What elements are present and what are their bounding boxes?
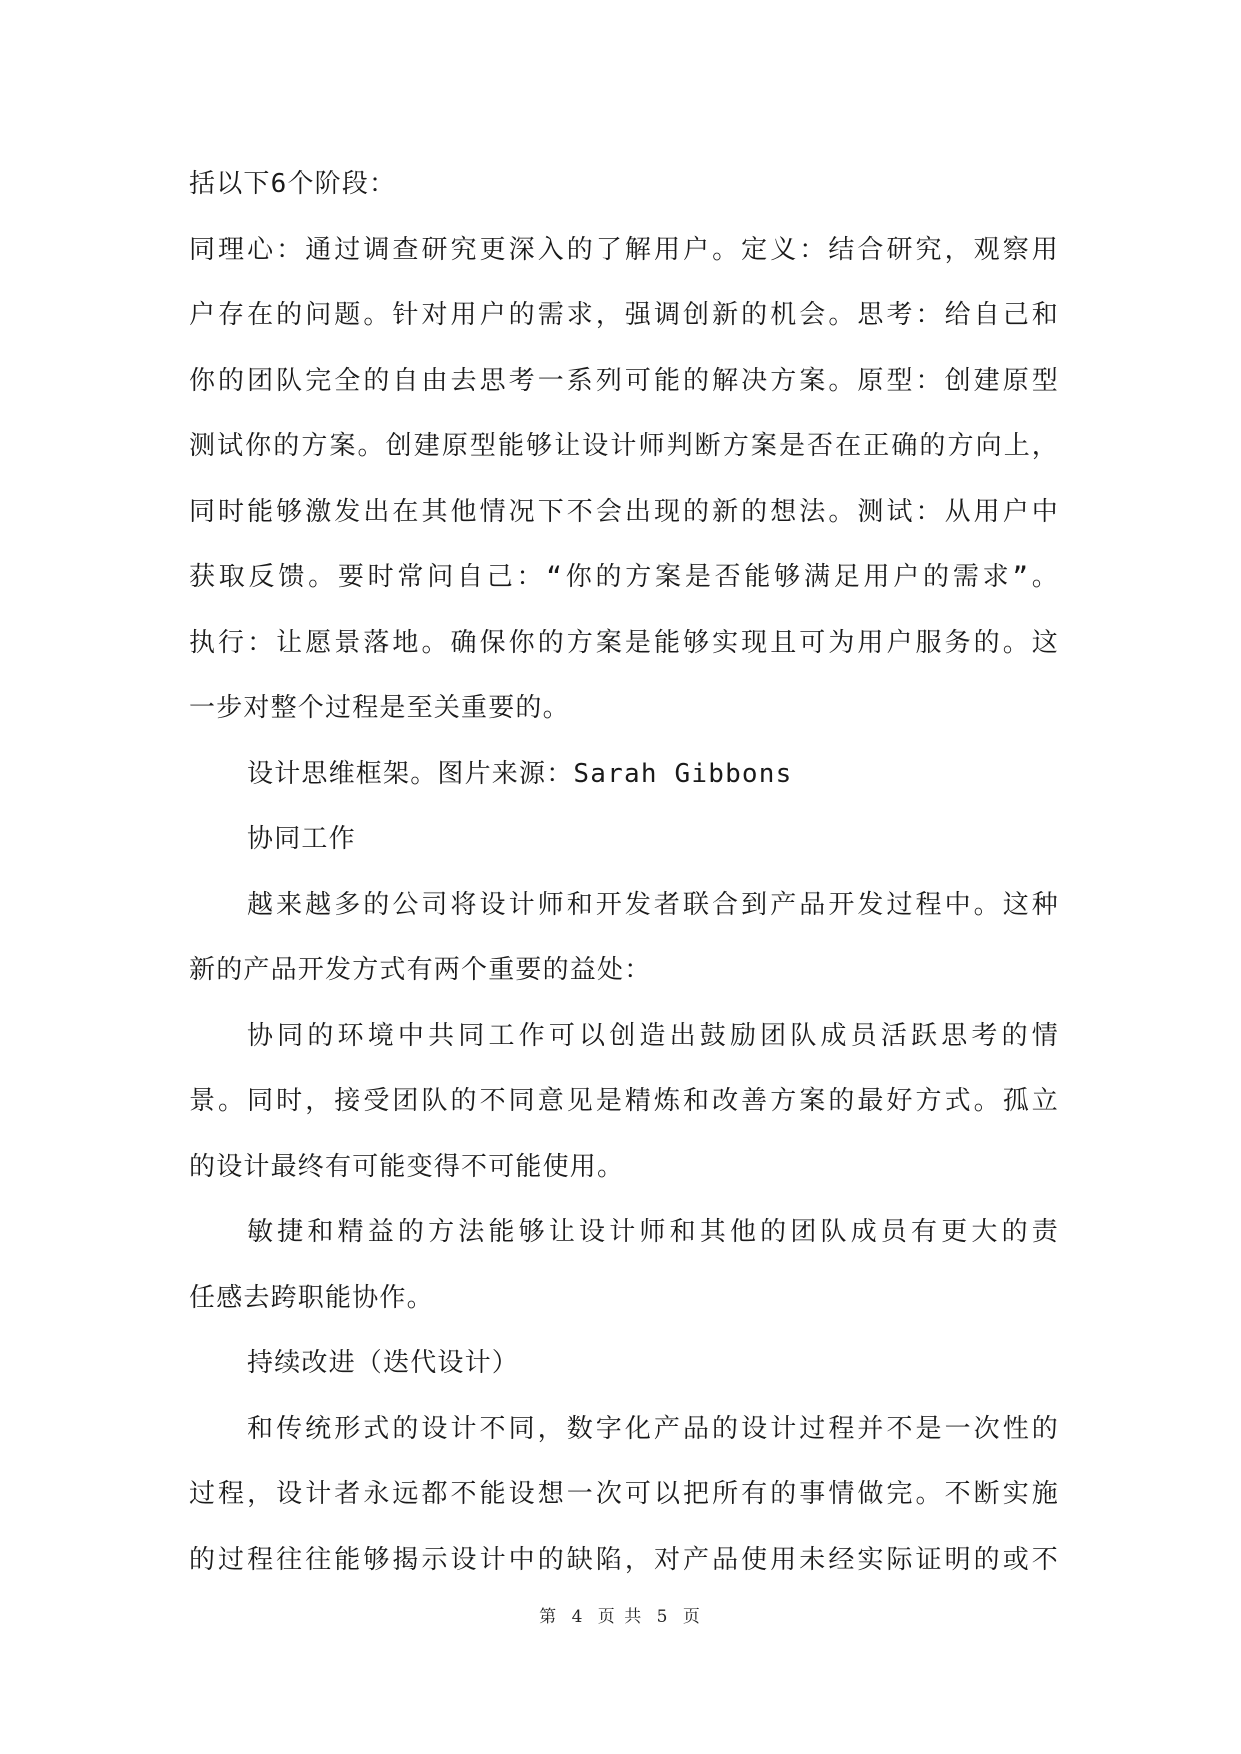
text-line: 括以下6个阶段： — [189, 169, 397, 199]
text-line: 同时能够激发出在其他情况下不会出现的新的想法。测试：从用户中 — [189, 496, 1059, 527]
text-line: 协同的环境中共同工作可以创造出鼓励团队成员活跃思考的情 — [247, 1020, 1059, 1051]
text-line: 获取反馈。要时常问自己：“你的方案是否能够满足用户的需求”。 — [189, 562, 1059, 592]
text-line: 过程，设计者永远都不能设想一次可以把所有的事情做完。不断实施 — [189, 1479, 1059, 1509]
footer-prefix: 第 — [539, 1607, 559, 1627]
text-line: 持续改进（迭代设计） — [247, 1348, 520, 1378]
text-line: 敏捷和精益的方法能够让设计师和其他的团队成员有更大的责 — [247, 1217, 1059, 1247]
text-line: 设计思维框架。图片来源：Sarah Gibbons — [247, 758, 793, 789]
text-line: 的过程往往能够揭示设计中的缺陷，对产品使用未经实际证明的或不 — [189, 1544, 1059, 1575]
document-body — [189, 152, 1059, 1593]
footer-suffix: 页 — [682, 1607, 702, 1627]
text-line: 户存在的问题。针对用户的需求，强调创新的机会。思考：给自己和 — [189, 300, 1059, 330]
text-line: 你的团队完全的自由去思考一系列可能的解决方案。原型：创建原型 — [189, 365, 1059, 396]
text-line: 景。同时，接受团队的不同意见是精炼和改善方案的最好方式。孤立 — [189, 1086, 1059, 1116]
page-footer — [0, 1602, 1241, 1627]
text-line: 协同工作 — [247, 824, 356, 854]
text-line: 一步对整个过程是至关重要的。 — [189, 693, 570, 723]
footer-total-pages: 5 — [656, 1607, 670, 1627]
footer-middle: 页 共 — [597, 1607, 644, 1627]
text-line: 同理心：通过调查研究更深入的了解用户。定义：结合研究，观察用 — [189, 234, 1059, 265]
text-line: 执行：让愿景落地。确保你的方案是能够实现且可为用户服务的。这 — [189, 627, 1059, 658]
text-line: 测试你的方案。创建原型能够让设计师判断方案是否在正确的方向上， — [189, 431, 1059, 461]
text-line: 越来越多的公司将设计师和开发者联合到产品开发过程中。这种 — [247, 889, 1059, 920]
text-line: 和传统形式的设计不同，数字化产品的设计过程并不是一次性的 — [247, 1413, 1059, 1444]
text-line: 的设计最终有可能变得不可能使用。 — [189, 1151, 625, 1182]
text-line: 任感去跨职能协作。 — [189, 1282, 434, 1313]
text-line: 新的产品开发方式有两个重要的益处： — [189, 955, 652, 985]
footer-current-page: 4 — [571, 1607, 585, 1627]
